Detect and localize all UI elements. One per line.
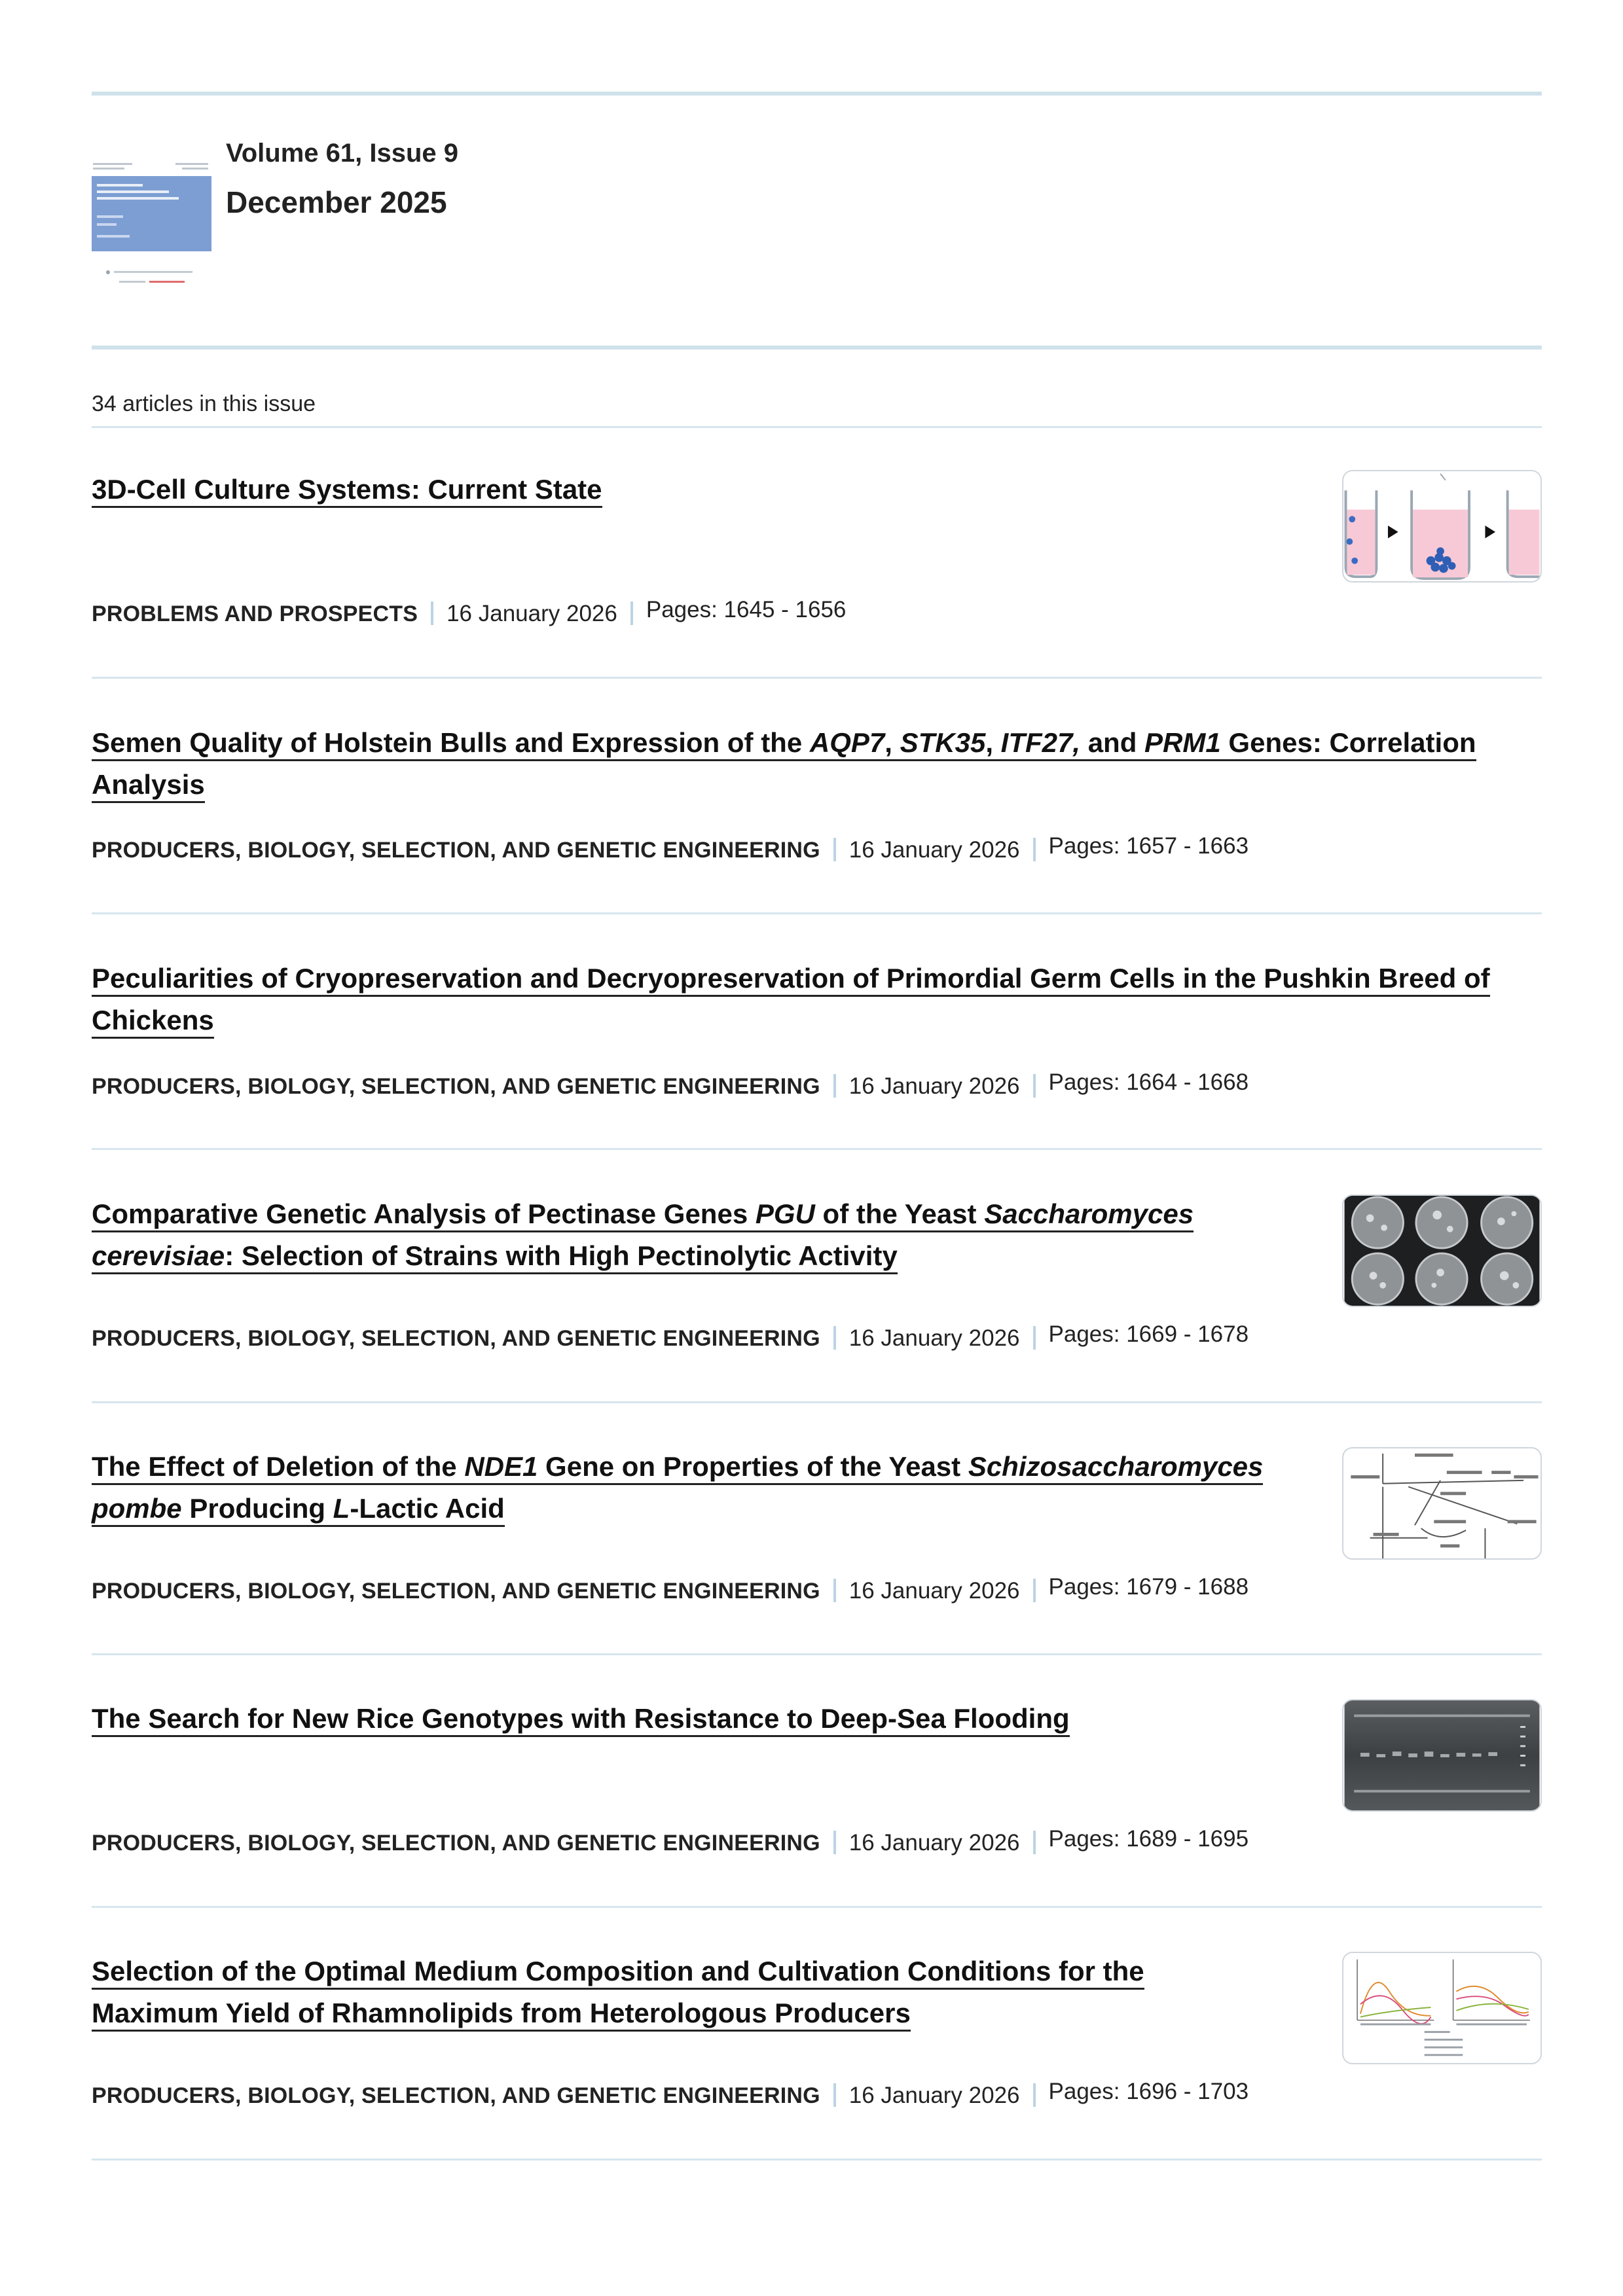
title-segment: : Selection of Strains with High Pectinolytic Activity bbox=[225, 1240, 898, 1271]
title-italic-segment: L bbox=[333, 1493, 350, 1524]
article-pages: Pages: 1689 - 1695 bbox=[1048, 1826, 1249, 1852]
article-pages: Pages: 1669 - 1678 bbox=[1048, 1321, 1249, 1347]
meta-separator bbox=[833, 2083, 836, 2107]
article-publish-date: 16 January 2026 bbox=[848, 1830, 1020, 1856]
title-segment: Selection of the Optimal Medium Composition and Cultivation Conditions for the bbox=[92, 1956, 1144, 1986]
title-segment: Gene on Properties of the Yeast bbox=[538, 1451, 968, 1482]
issue-page bbox=[92, 0, 1542, 2296]
meta-separator bbox=[1033, 2083, 1036, 2107]
article-publish-date: 16 January 2026 bbox=[848, 1578, 1020, 1604]
article-publish-date: 16 January 2026 bbox=[848, 837, 1020, 863]
title-italic-segment: Saccharomyces bbox=[984, 1198, 1194, 1229]
article-title-line bbox=[92, 1193, 1194, 1235]
article-title-line bbox=[92, 1992, 1144, 2034]
title-segment: and bbox=[1080, 727, 1145, 758]
article-section-label: PRODUCERS, BIOLOGY, SELECTION, AND GENETIC ENGINEERING bbox=[92, 838, 820, 863]
article-meta bbox=[92, 2079, 1249, 2109]
title-segment: -Lactic Acid bbox=[350, 1493, 505, 1524]
article-title-line bbox=[92, 1446, 1263, 1488]
article-divider bbox=[92, 1148, 1542, 1150]
meta-separator bbox=[1033, 1831, 1036, 1854]
title-segment: Peculiarities of Cryopreservation and Decryopreservation of Primordial Germ Cells in the Pushkin Breed of bbox=[92, 963, 1490, 994]
line-charts-figure bbox=[1343, 1953, 1541, 2063]
meta-separator bbox=[833, 838, 836, 861]
article-title-line bbox=[92, 1235, 1194, 1277]
meta-separator bbox=[630, 601, 633, 625]
article-publish-date: 16 January 2026 bbox=[848, 2083, 1020, 2108]
title-segment: of the Yeast bbox=[814, 1198, 985, 1229]
title-segment: Analysis bbox=[92, 769, 205, 800]
publisher-logo bbox=[106, 266, 198, 293]
article-publish-date: 16 January 2026 bbox=[848, 1073, 1020, 1099]
title-italic-segment: NDE1 bbox=[464, 1451, 538, 1482]
article-publish-date: 16 January 2026 bbox=[848, 1325, 1020, 1351]
article-thumbnail[interactable] bbox=[1342, 1447, 1542, 1560]
header-divider bbox=[92, 346, 1542, 350]
title-italic-segment: pombe bbox=[92, 1493, 182, 1524]
article-section-label: PRODUCERS, BIOLOGY, SELECTION, AND GENETIC ENGINEERING bbox=[92, 2083, 820, 2108]
article-title-line bbox=[92, 1698, 1070, 1740]
title-segment: , bbox=[884, 727, 900, 758]
meta-separator bbox=[833, 1326, 836, 1350]
article-divider bbox=[92, 1906, 1542, 1908]
article-meta bbox=[92, 1826, 1249, 1856]
title-segment: 3D-Cell Culture Systems: Current State bbox=[92, 474, 602, 505]
meta-separator bbox=[1033, 1326, 1036, 1350]
title-segment: Chickens bbox=[92, 1005, 214, 1035]
title-italic-segment: PRM1 bbox=[1144, 727, 1221, 758]
article-meta bbox=[92, 1574, 1249, 1604]
article-title-line bbox=[92, 764, 1476, 806]
article-title-line bbox=[92, 1950, 1144, 1992]
article-publish-date: 16 January 2026 bbox=[447, 601, 617, 626]
meta-separator bbox=[1033, 1579, 1036, 1602]
article-title-link[interactable] bbox=[92, 469, 602, 511]
article-meta bbox=[92, 1069, 1249, 1100]
article-divider bbox=[92, 1653, 1542, 1655]
meta-separator bbox=[833, 1579, 836, 1602]
meta-separator bbox=[1033, 838, 1036, 861]
metabolic-pathway-diagram bbox=[1343, 1448, 1541, 1558]
title-italic-segment: ITF27, bbox=[1000, 727, 1081, 758]
issue-date: December 2025 bbox=[226, 185, 447, 219]
article-pages: Pages: 1664 - 1668 bbox=[1048, 1069, 1249, 1095]
title-segment: Producing bbox=[181, 1493, 333, 1524]
article-title-link[interactable] bbox=[92, 1446, 1263, 1530]
meta-separator bbox=[1033, 1074, 1036, 1098]
article-meta bbox=[92, 597, 847, 627]
title-italic-segment: STK35 bbox=[900, 727, 986, 758]
article-pages: Pages: 1645 - 1656 bbox=[646, 597, 847, 622]
list-top-divider bbox=[92, 426, 1542, 428]
article-section-label: PROBLEMS AND PROSPECTS bbox=[92, 601, 418, 626]
petri-dishes-photo bbox=[1343, 1196, 1541, 1306]
article-title-line bbox=[92, 958, 1490, 999]
article-section-label: PRODUCERS, BIOLOGY, SELECTION, AND GENETIC ENGINEERING bbox=[92, 1579, 820, 1604]
cell-culture-diagram bbox=[1343, 471, 1541, 581]
article-pages: Pages: 1696 - 1703 bbox=[1048, 2079, 1249, 2104]
article-thumbnail[interactable] bbox=[1342, 470, 1542, 583]
article-pages: Pages: 1679 - 1688 bbox=[1048, 1574, 1249, 1600]
article-meta bbox=[92, 833, 1249, 863]
article-title-link[interactable] bbox=[92, 1950, 1144, 2034]
title-segment: Maximum Yield of Rhamnolipids from Heterologous Producers bbox=[92, 1998, 911, 2028]
article-title-link[interactable] bbox=[92, 1193, 1194, 1277]
title-segment: Semen Quality of Holstein Bulls and Expression of the bbox=[92, 727, 810, 758]
article-meta bbox=[92, 1321, 1249, 1352]
article-divider bbox=[92, 677, 1542, 679]
title-segment: Genes: Correlation bbox=[1220, 727, 1476, 758]
title-segment: , bbox=[985, 727, 1001, 758]
journal-cover-image[interactable] bbox=[92, 160, 211, 301]
top-divider bbox=[92, 92, 1542, 96]
title-segment: The Search for New Rice Genotypes with Resistance to Deep-Sea Flooding bbox=[92, 1703, 1070, 1734]
article-title-link[interactable] bbox=[92, 722, 1476, 806]
article-section-label: PRODUCERS, BIOLOGY, SELECTION, AND GENETIC ENGINEERING bbox=[92, 1326, 820, 1351]
article-divider bbox=[92, 1401, 1542, 1403]
article-title-line bbox=[92, 722, 1476, 764]
article-thumbnail[interactable] bbox=[1342, 1699, 1542, 1812]
article-title-line bbox=[92, 1488, 1263, 1530]
gel-electrophoresis-photo bbox=[1343, 1700, 1541, 1810]
article-thumbnail[interactable] bbox=[1342, 1952, 1542, 2064]
article-section-label: PRODUCERS, BIOLOGY, SELECTION, AND GENETIC ENGINEERING bbox=[92, 1074, 820, 1099]
article-title-line bbox=[92, 999, 1490, 1041]
title-italic-segment: PGU bbox=[755, 1198, 815, 1229]
article-pages: Pages: 1657 - 1663 bbox=[1048, 833, 1249, 859]
title-italic-segment: cerevisiae bbox=[92, 1240, 225, 1271]
title-segment: Comparative Genetic Analysis of Pectinase Genes bbox=[92, 1198, 756, 1229]
meta-separator bbox=[833, 1074, 836, 1098]
article-divider bbox=[92, 912, 1542, 914]
article-title-link[interactable] bbox=[92, 958, 1490, 1041]
cover-header-text bbox=[92, 160, 211, 173]
article-count: 34 articles in this issue bbox=[92, 391, 316, 416]
article-divider bbox=[92, 2159, 1542, 2161]
article-section-label: PRODUCERS, BIOLOGY, SELECTION, AND GENETIC ENGINEERING bbox=[92, 1831, 820, 1856]
title-italic-segment: Schizosaccharomyces bbox=[968, 1451, 1264, 1482]
title-italic-segment: AQP7 bbox=[809, 727, 885, 758]
meta-separator bbox=[431, 601, 433, 625]
article-title-line bbox=[92, 469, 602, 511]
cover-title-band bbox=[92, 176, 211, 251]
title-segment: The Effect of Deletion of the bbox=[92, 1451, 465, 1482]
issue-volume: Volume 61, Issue 9 bbox=[226, 139, 458, 168]
article-title-link[interactable] bbox=[92, 1698, 1070, 1740]
meta-separator bbox=[833, 1831, 836, 1854]
article-thumbnail[interactable] bbox=[1342, 1194, 1542, 1307]
